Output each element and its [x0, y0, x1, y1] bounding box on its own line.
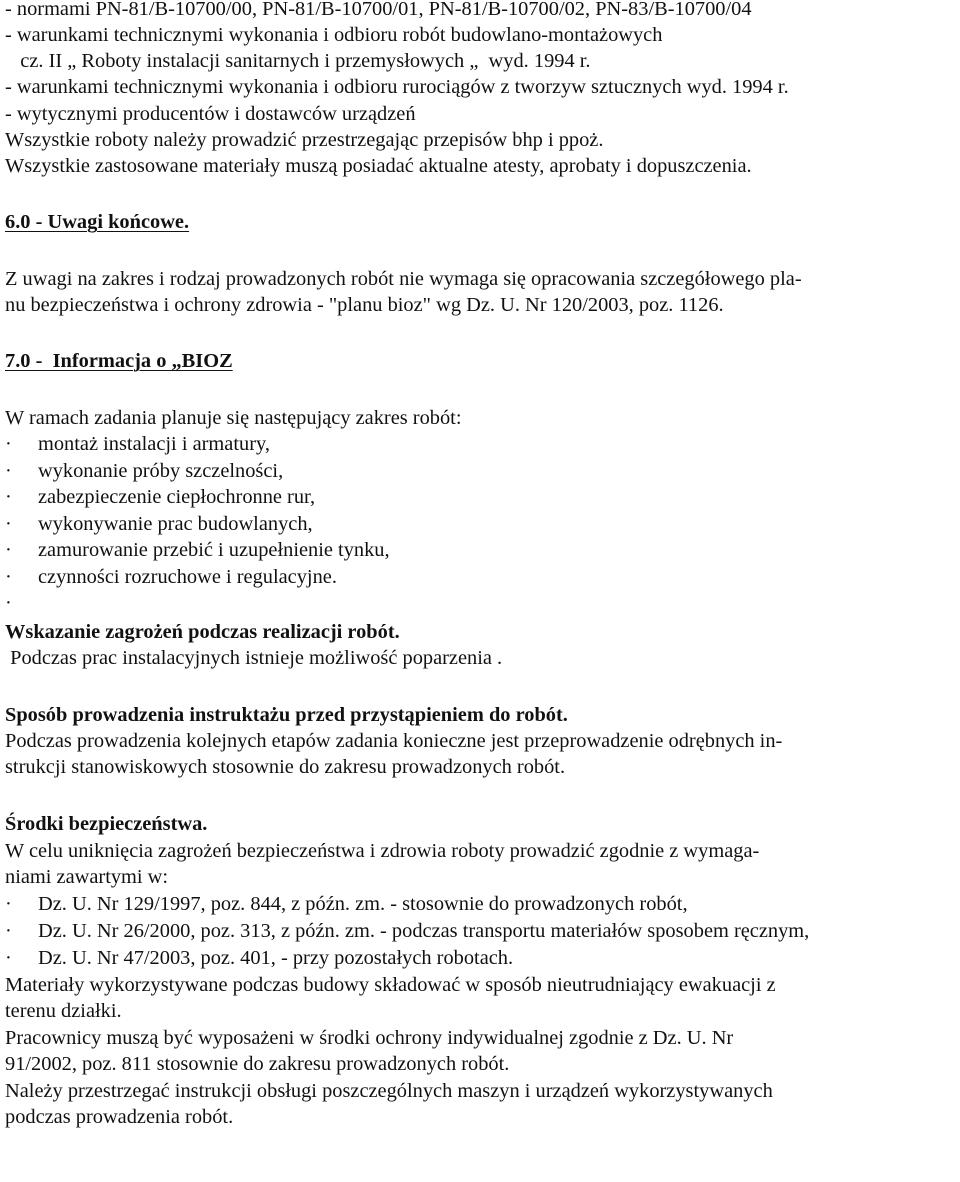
ppe-text-line-1: Pracownicy muszą być wyposażeni w środki ochrony indywidualnej zgodnie z Dz. U. Nr	[5, 1027, 734, 1049]
stray-dot: ·	[5, 592, 12, 614]
section-7-heading: 7.0 - Informacja o „BIOZ	[5, 350, 233, 372]
list-item: · zamurowanie przebić i uzupełnienie tynku,	[5, 539, 390, 561]
bullet-icon: ·	[5, 566, 12, 588]
materials-certificates-line: Wszystkie zastosowane materiały muszą posiadać aktualne atesty, aprobaty i dopuszczenia.	[5, 155, 752, 177]
safety-text-line-1: W celu uniknięcia zagrożeń bezpieczeństwa i zdrowia roboty prowadzić zgodnie z wymaga-	[5, 840, 760, 862]
bullet-icon: ·	[5, 433, 12, 455]
regulation-item: · Dz. U. Nr 47/2003, poz. 401, - przy pozostałych robotach.	[5, 947, 514, 969]
storage-text-line-1: Materiały wykorzystywane podczas budowy składować w sposób nieutrudniający ewakuacji z	[5, 974, 776, 996]
training-text-line-1: Podczas prowadzenia kolejnych etapów zadania konieczne jest przeprowadzenie odrębnych in-	[5, 730, 783, 752]
regulation-item: · Dz. U. Nr 26/2000, poz. 313, z późn. zm. - podczas transportu materiałów sposobem ręcznym,	[5, 920, 810, 942]
section-6-text-line-2: nu bezpieczeństwa i ochrony zdrowia - "planu bioz" wg Dz. U. Nr 120/2003, poz. 1126.	[5, 294, 724, 316]
bullet-icon: ·	[5, 920, 12, 942]
list-item: · montaż instalacji i armatury,	[5, 433, 270, 455]
pipeline-conditions-line: - warunkami technicznymi wykonania i odbioru rurociągów z tworzyw sztucznych wyd. 1994 r.	[5, 76, 789, 98]
technical-conditions-line: - warunkami technicznymi wykonania i odbioru robót budowlano-montażowych	[5, 24, 663, 46]
works-scope-intro: W ramach zadania planuje się następujący zakres robót:	[5, 407, 462, 429]
bullet-icon: ·	[5, 486, 12, 508]
list-item: · wykonanie próby szczelności,	[5, 460, 284, 482]
machines-text-line-1: Należy przestrzegać instrukcji obsługi poszczególnych maszyn i urządzeń wykorzystywanych	[5, 1080, 773, 1102]
bullet-icon: ·	[5, 893, 12, 915]
technical-conditions-part-line: cz. II „ Roboty instalacji sanitarnych i przemysłowych „ wyd. 1994 r.	[5, 50, 591, 72]
section-6-heading: 6.0 - Uwagi końcowe.	[5, 211, 190, 233]
bhp-rules-line: Wszystkie roboty należy prowadzić przestrzegając przepisów bhp i ppoż.	[5, 129, 604, 151]
manufacturer-guidelines-line: - wytycznymi producentów i dostawców urządzeń	[5, 103, 416, 125]
bullet-icon: ·	[5, 539, 12, 561]
machines-text-line-2: podczas prowadzenia robót.	[5, 1106, 234, 1128]
training-text-line-2: strukcji stanowiskowych stosownie do zakresu prowadzonych robót.	[5, 756, 566, 778]
ppe-text-line-2: 91/2002, poz. 811 stosownie do zakresu prowadzonych robót.	[5, 1053, 510, 1075]
storage-text-line-2: terenu działki.	[5, 1000, 122, 1022]
safety-heading: Środki bezpieczeństwa.	[5, 813, 208, 835]
safety-text-line-2: niami zawartymi w:	[5, 866, 169, 888]
hazards-heading: Wskazanie zagrożeń podczas realizacji robót.	[5, 621, 400, 643]
bullet-icon: ·	[5, 513, 12, 535]
list-item: · zabezpieczenie ciepłochronne rur,	[5, 486, 316, 508]
section-6-text-line-1: Z uwagi na zakres i rodzaj prowadzonych robót nie wymaga się opracowania szczegółowego pla-	[5, 268, 802, 290]
bullet-icon: ·	[5, 947, 12, 969]
bullet-icon: ·	[5, 460, 12, 482]
hazards-text: Podczas prac instalacyjnych istnieje możliwość poparzenia .	[5, 647, 503, 669]
list-item: · czynności rozruchowe i regulacyjne.	[5, 566, 337, 588]
list-item: · wykonywanie prac budowlanych,	[5, 513, 313, 535]
regulation-item: · Dz. U. Nr 129/1997, poz. 844, z późn. zm. - stosownie do prowadzonych robót,	[5, 893, 688, 915]
standards-line: - normami PN-81/B-10700/00, PN-81/B-10700/01, PN-81/B-10700/02, PN-83/B-10700/04	[5, 0, 752, 20]
training-heading: Sposób prowadzenia instruktażu przed przystąpieniem do robót.	[5, 704, 568, 726]
